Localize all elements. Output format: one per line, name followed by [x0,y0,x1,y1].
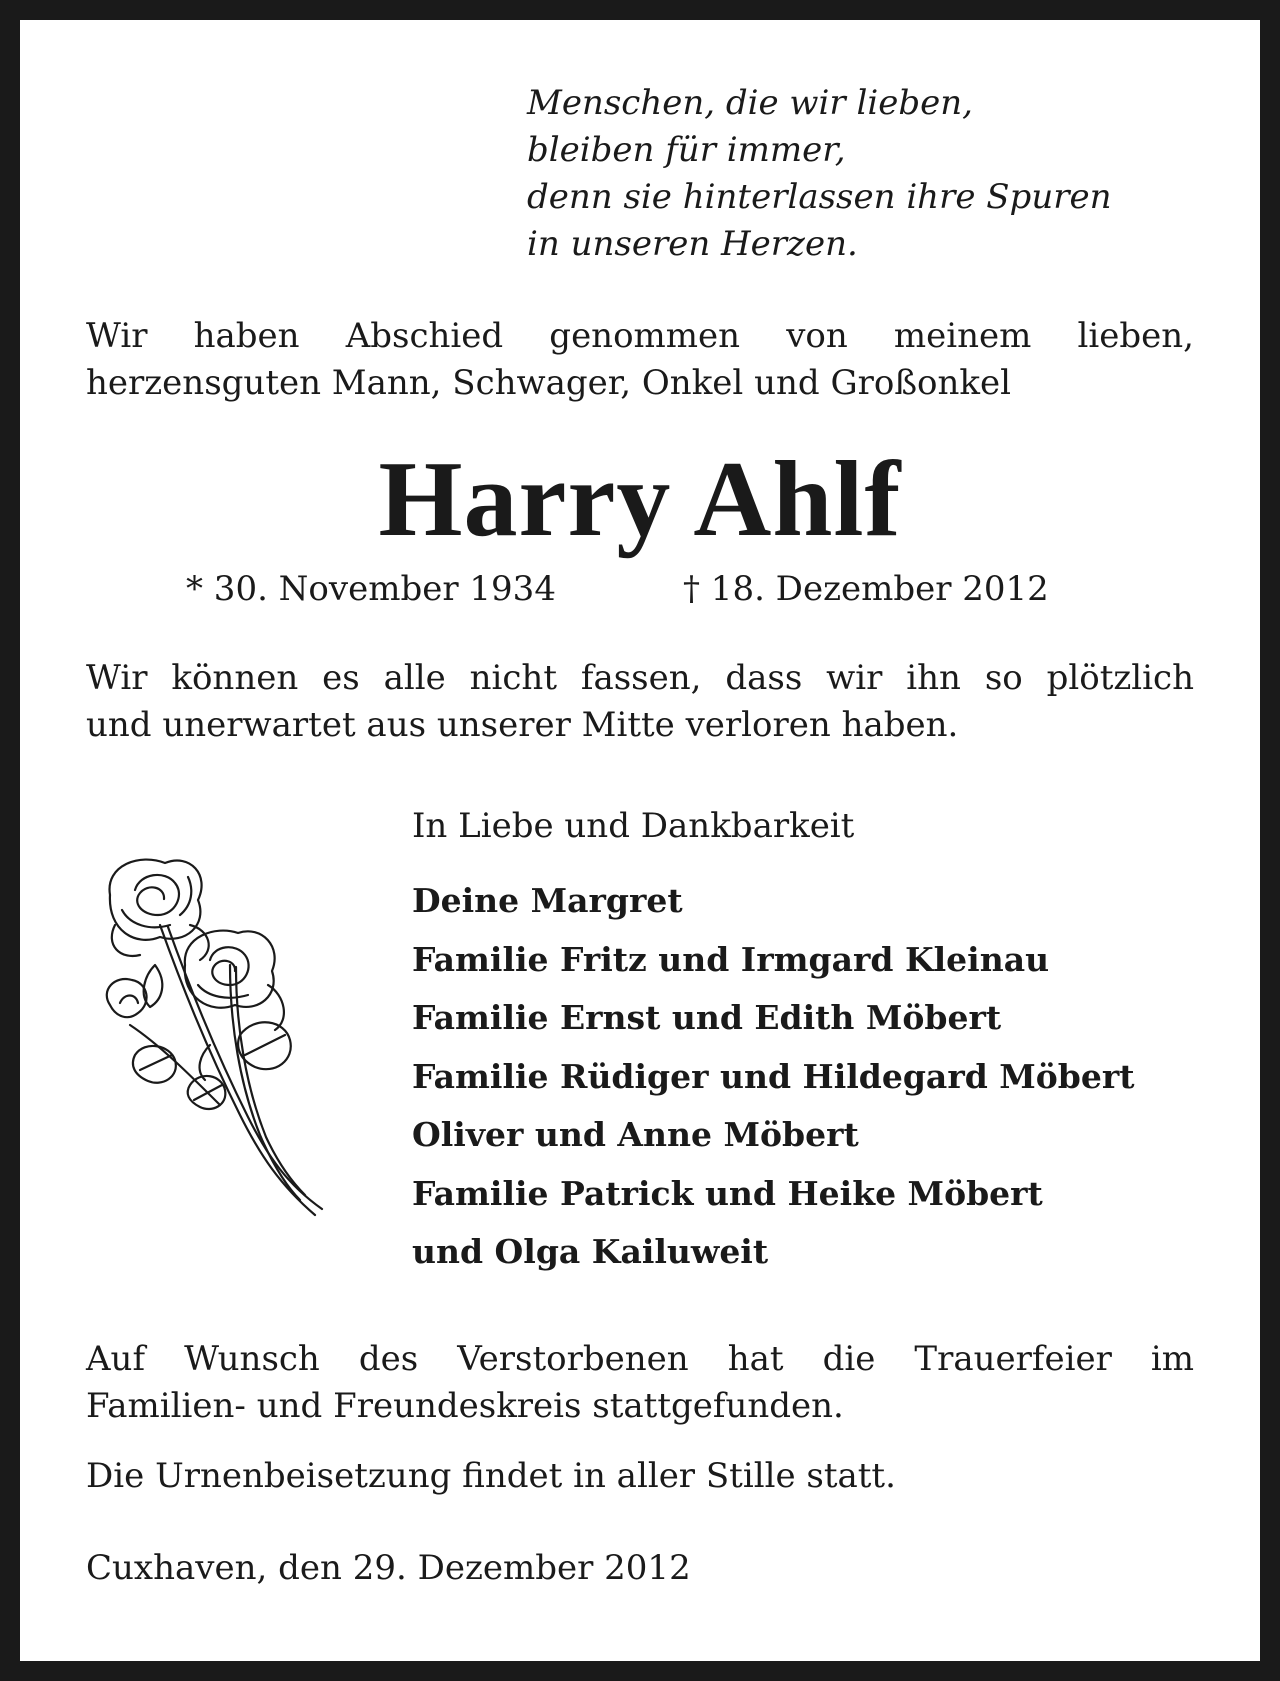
signatory: Familie Ernst und Edith Möbert [412,998,1002,1037]
intro-line: Wir haben Abschied genommen von meinem lieben, [86,316,1194,356]
signatory: Familie Fritz und Irmgard Kleinau [412,939,1050,979]
signatory: Oliver und Anne Möbert [412,1115,859,1154]
poem-line: in unseren Herzen. [527,224,858,264]
signatory: Deine Margret [412,881,683,920]
message-text [86,655,1194,749]
note-line: Familien- und Freundeskreis stattgefunden. [86,1386,844,1426]
message-line: und unerwartet aus unserer Mitte verloren haben. [86,705,959,745]
poem-line: bleiben für immer, [527,130,846,170]
ceremony-note [86,1336,1194,1430]
signatory: Familie Rüdiger und Hildegard Möbert [412,1056,1135,1096]
poem [527,80,1112,268]
place-date: Cuxhaven, den 29. Dezember 2012 [86,1548,691,1588]
deceased-name: Harry Ahlf [378,440,902,559]
signatory: Familie Patrick und Heike Möbert [412,1173,1043,1213]
poem-line: Menschen, die wir lieben, [527,83,973,123]
birth-date: * 30. November 1934 [186,569,556,609]
poem-line: denn sie hinterlassen ihre Spuren [527,177,1112,217]
burial-note: Die Urnenbeisetzung findet in aller Stille statt. [86,1456,896,1496]
death-date: † 18. Dezember 2012 [683,569,1049,609]
signatories-list [412,872,1135,1282]
signatory: und Olga Kailuweit [412,1232,769,1271]
intro-line: herzensguten Mann, Schwager, Onkel und Großonkel [86,363,1012,403]
roses-illustration-icon [90,855,330,1225]
note-line: Auf Wunsch des Verstorbenen hat die Trauerfeier im [86,1339,1194,1379]
message-line: Wir können es alle nicht fassen, dass wir ihn so plötzlich [86,658,1194,698]
closing-phrase: In Liebe und Dankbarkeit [412,806,855,846]
intro-text [86,313,1194,407]
